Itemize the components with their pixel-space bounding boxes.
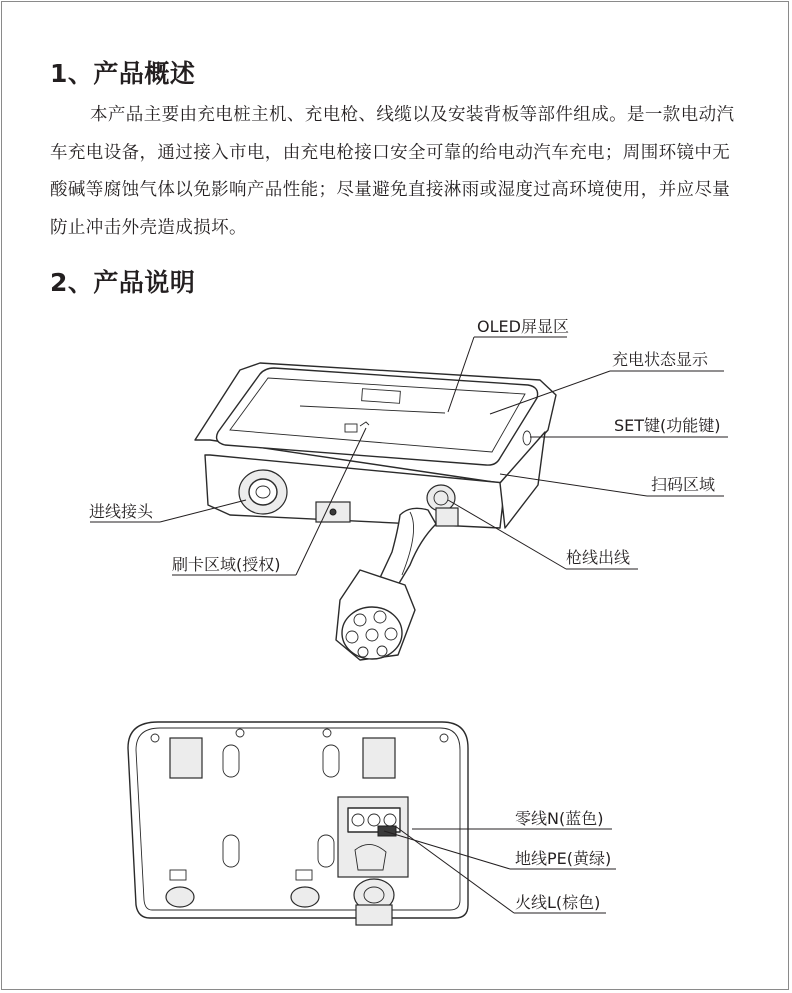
- label-scan-area: 扫码区域: [651, 475, 716, 494]
- label-set-key: SET键(功能键): [614, 416, 721, 435]
- label-inlet: 进线接头: [89, 502, 154, 521]
- label-gun-outlet: 枪线出线: [566, 548, 631, 567]
- label-card-area: 刷卡区域(授权): [172, 555, 281, 574]
- label-charge-status: 充电状态显示: [612, 350, 709, 369]
- label-earth: 地线PE(黄绿): [515, 849, 612, 868]
- label-oled: OLED屏显区: [477, 317, 569, 336]
- label-neutral: 零线N(蓝色): [515, 809, 604, 828]
- label-live: 火线L(棕色): [515, 893, 601, 912]
- charger-top-view: [195, 363, 556, 660]
- section-2-heading: 2、产品说明: [50, 268, 196, 297]
- mounting-backplate: [128, 722, 468, 925]
- section-1-heading: 1、产品概述: [50, 59, 196, 88]
- section-1-text: 本产品主要由充电桩主机、充电枪、线缆以及安装背板等部件组成。是一款电动汽车充电设备，通过接入市电，由充电枪接口安全可靠的给电动汽车充电；周围环镜中无酸碱等腐蚀气体以免影响产品性能；尽量避免直接淋雨或湿度过高环境使用，并应尽量防止冲击外壳造成损坏。: [50, 105, 735, 238]
